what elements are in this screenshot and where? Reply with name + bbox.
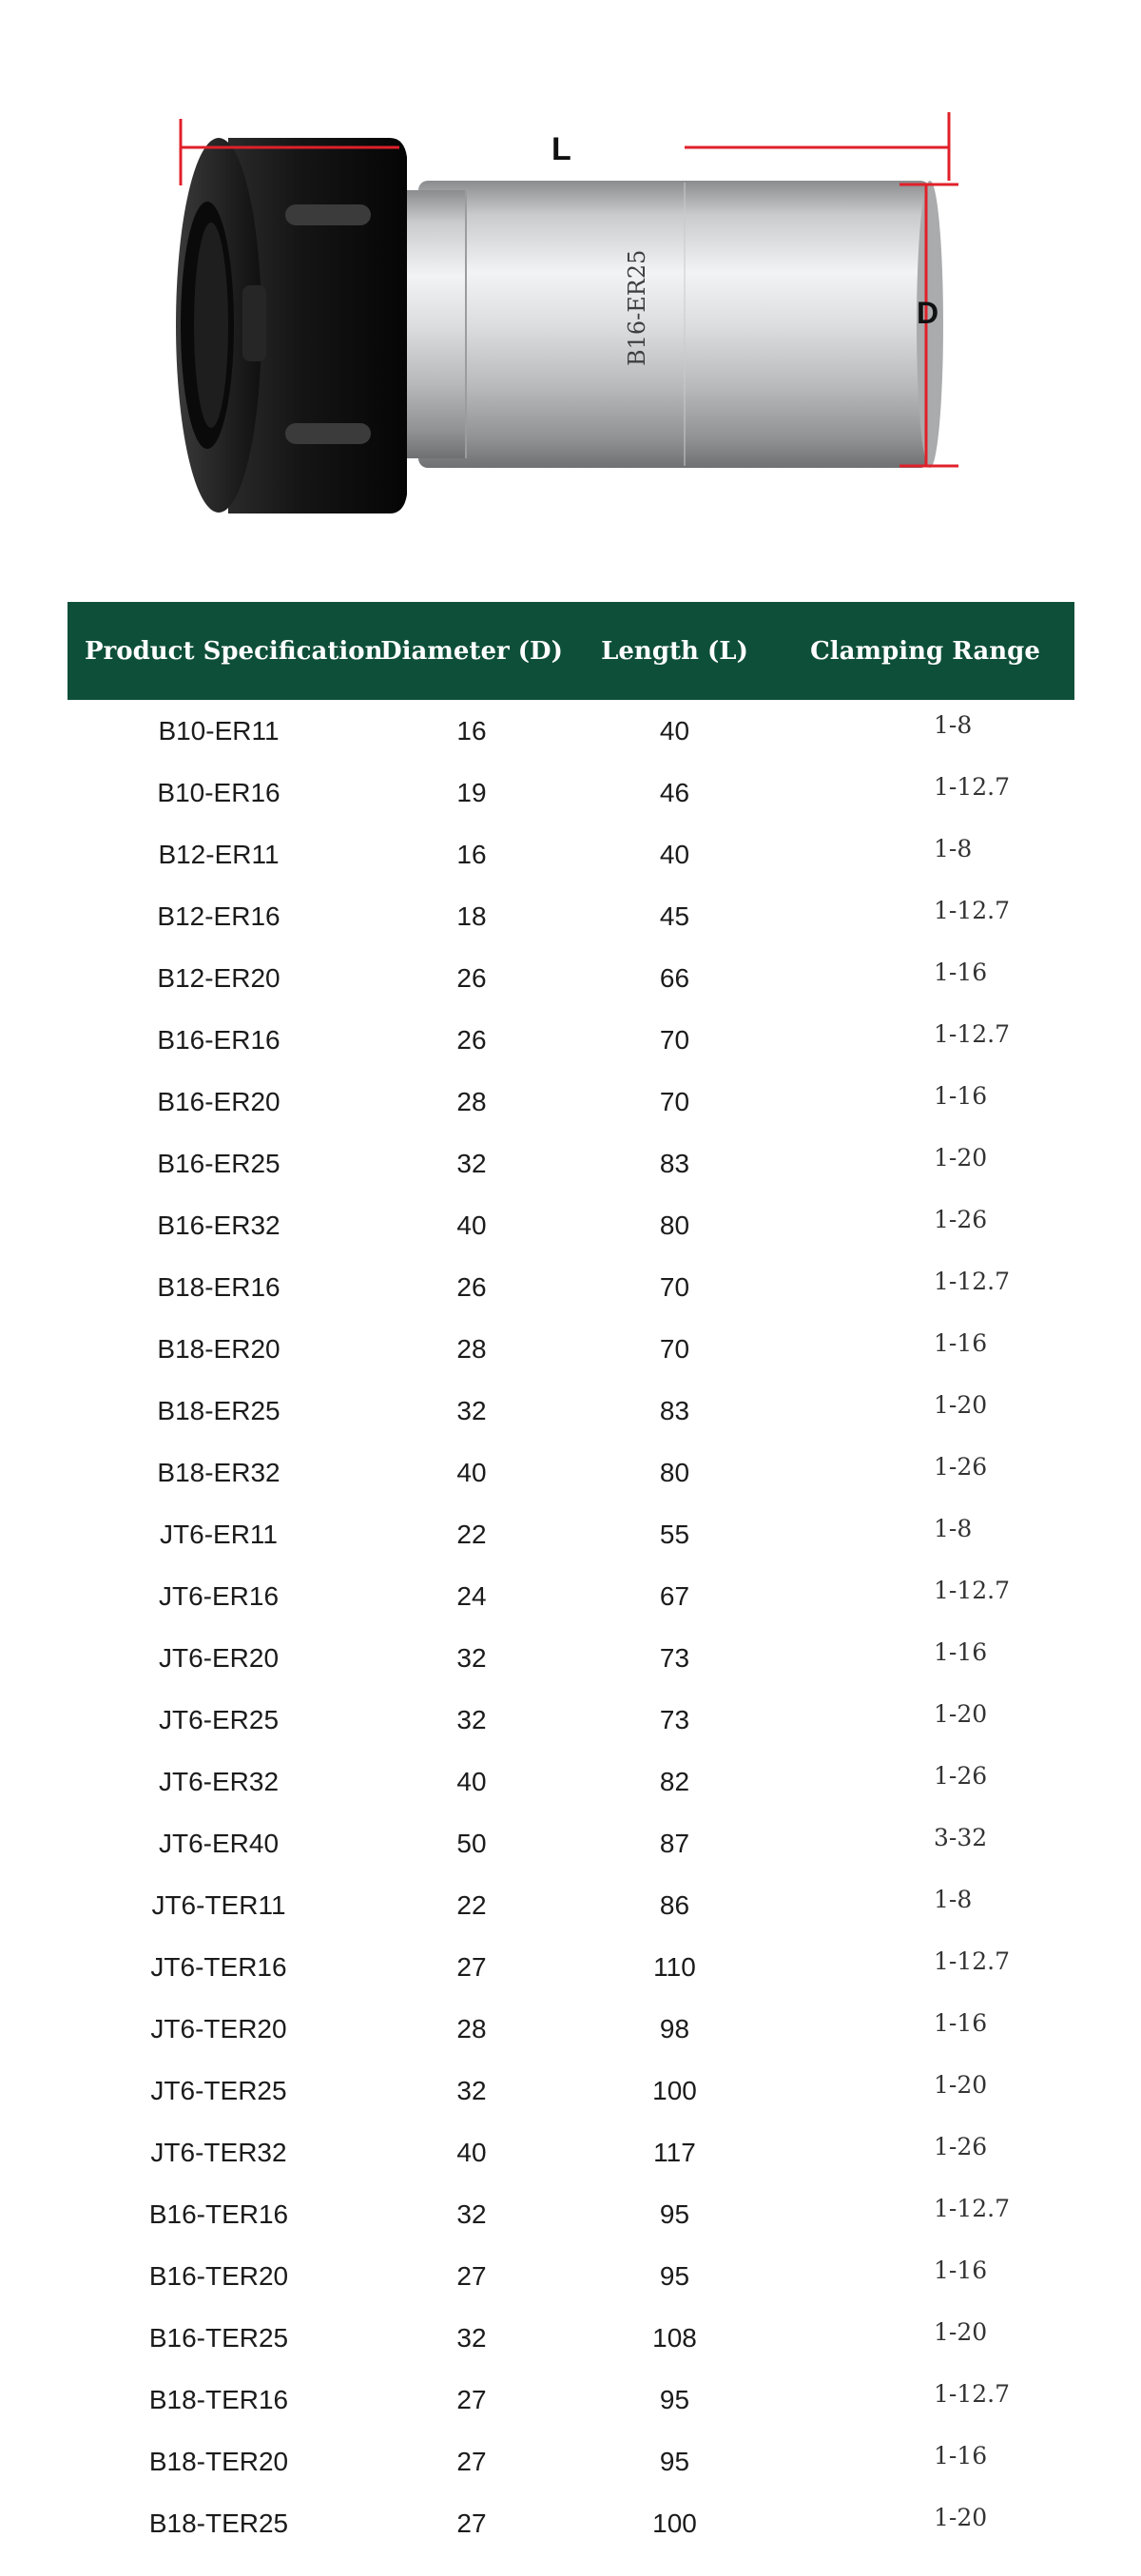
diameter-label: D	[917, 296, 939, 330]
table-row	[68, 885, 1074, 947]
cell-clamping-range: 1-16	[934, 2256, 988, 2284]
cell-length: 67	[659, 1580, 690, 1611]
cell-diameter: 27	[456, 2508, 487, 2538]
table-row	[68, 1936, 1074, 1998]
cell-length: 82	[659, 1766, 690, 1796]
cell-length: 70	[659, 1271, 690, 1302]
cell-clamping-range: 1-16	[934, 1638, 988, 1666]
cell-product-specification: JT6-ER16	[158, 1580, 280, 1611]
cell-product-specification: B18-TER20	[148, 2446, 289, 2476]
cell-product-specification: B18-ER32	[157, 1457, 280, 1487]
cell-diameter: 40	[456, 1766, 487, 1796]
table-body	[68, 700, 1074, 2554]
cell-length: 110	[653, 1951, 696, 1982]
cell-length: 80	[659, 1457, 690, 1487]
cell-length: 98	[659, 2013, 690, 2043]
cell-length: 100	[652, 2508, 697, 2538]
cell-diameter: 32	[456, 1148, 487, 1178]
table-row	[68, 823, 1074, 885]
cell-clamping-range: 1-8	[934, 1886, 973, 1913]
cell-product-specification: B18-TER16	[148, 2384, 289, 2414]
cell-length: 70	[659, 1024, 690, 1055]
shank	[399, 181, 943, 468]
cell-length: 95	[659, 2198, 690, 2229]
cell-length: 95	[659, 2384, 690, 2414]
cell-product-specification: JT6-ER32	[158, 1766, 280, 1796]
cell-clamping-range: 1-8	[934, 1515, 973, 1542]
cell-diameter: 16	[456, 715, 487, 746]
cell-length: 70	[659, 1333, 690, 1364]
cell-product-specification: B12-ER11	[158, 839, 280, 869]
cell-clamping-range: 1-8	[934, 835, 973, 862]
cell-product-specification: JT6-ER40	[158, 1828, 280, 1858]
cell-product-specification: JT6-ER11	[160, 1519, 278, 1549]
cell-product-specification: B16-TER16	[148, 2198, 289, 2229]
cell-diameter: 32	[456, 1704, 487, 1734]
cell-diameter: 32	[456, 1642, 487, 1673]
cell-diameter: 27	[456, 2260, 487, 2291]
table-row	[68, 2492, 1074, 2554]
cell-diameter: 28	[456, 1333, 487, 1364]
table-row	[68, 1256, 1074, 1318]
cell-diameter: 22	[456, 1889, 487, 1920]
cell-product-specification: B16-ER25	[157, 1148, 280, 1178]
cell-diameter: 26	[456, 962, 487, 993]
cell-product-specification: B18-ER16	[157, 1271, 280, 1302]
cell-diameter: 40	[456, 2137, 487, 2167]
cell-product-specification: B18-TER25	[148, 2508, 289, 2538]
cell-product-specification: JT6-TER11	[151, 1889, 286, 1920]
product-diagram	[0, 0, 1141, 571]
length-label: L	[551, 131, 571, 167]
cell-clamping-range: 1-12.7	[934, 2380, 1011, 2408]
cell-length: 117	[653, 2137, 696, 2167]
cell-clamping-range: 1-16	[934, 1329, 988, 1357]
header-length: Length (L)	[601, 636, 748, 666]
table-row	[68, 1442, 1074, 1503]
table-row	[68, 1565, 1074, 1627]
header-clamping-range: Clamping Range	[810, 636, 1040, 666]
cell-diameter: 50	[456, 1828, 487, 1858]
cell-length: 66	[659, 962, 690, 993]
cell-diameter: 32	[456, 2198, 487, 2229]
table-row	[68, 947, 1074, 1009]
cell-diameter: 32	[456, 2322, 487, 2353]
cell-product-specification: B16-TER25	[148, 2322, 289, 2353]
cell-diameter: 27	[456, 1951, 487, 1982]
cell-clamping-range: 1-16	[934, 2442, 988, 2469]
cell-length: 95	[659, 2260, 690, 2291]
cell-clamping-range: 1-20	[934, 1700, 988, 1728]
table-row	[68, 762, 1074, 823]
cell-length: 95	[659, 2446, 690, 2476]
cell-clamping-range: 1-16	[934, 959, 988, 986]
cell-product-specification: B16-ER32	[157, 1210, 280, 1240]
cell-length: 73	[659, 1642, 690, 1673]
table-row	[68, 1998, 1074, 2060]
table-row	[68, 2307, 1074, 2369]
cell-product-specification: B18-ER20	[157, 1333, 280, 1364]
cell-product-specification: JT6-TER32	[150, 2137, 287, 2167]
cell-product-specification: JT6-ER25	[158, 1704, 280, 1734]
cell-product-specification: JT6-TER25	[150, 2075, 287, 2105]
table-row	[68, 1689, 1074, 1751]
cell-product-specification: B12-ER20	[157, 962, 280, 993]
cell-length: 45	[659, 901, 690, 931]
collet-nut	[176, 138, 407, 513]
cell-product-specification: JT6-TER20	[150, 2013, 287, 2043]
cell-clamping-range: 3-32	[934, 1824, 988, 1851]
cell-length: 40	[659, 839, 690, 869]
cell-length: 83	[659, 1395, 690, 1425]
cell-length: 80	[659, 1210, 690, 1240]
cell-diameter: 24	[456, 1580, 487, 1611]
table-row	[68, 1751, 1074, 1812]
header-diameter: Diameter (D)	[380, 636, 563, 666]
cell-clamping-range: 1-8	[934, 711, 973, 739]
table-row	[68, 1071, 1074, 1133]
cell-diameter: 28	[456, 2013, 487, 2043]
shank-engraving: B16-ER25	[624, 249, 650, 366]
cell-length: 86	[659, 1889, 690, 1920]
cell-diameter: 40	[456, 1457, 487, 1487]
header-product-specification: Product Specification	[85, 636, 383, 666]
cell-clamping-range: 1-16	[934, 2009, 988, 2037]
cell-clamping-range: 1-26	[934, 2133, 988, 2160]
table-row	[68, 1194, 1074, 1256]
cell-length: 55	[659, 1519, 690, 1549]
table-row	[68, 1009, 1074, 1071]
cell-clamping-range: 1-12.7	[934, 1268, 1011, 1295]
cell-diameter: 32	[456, 2075, 487, 2105]
cell-clamping-range: 1-16	[934, 1082, 988, 1110]
table-row	[68, 1812, 1074, 1874]
cell-diameter: 28	[456, 1086, 487, 1116]
cell-diameter: 27	[456, 2384, 487, 2414]
cell-length: 46	[659, 777, 690, 807]
table-row	[68, 1627, 1074, 1689]
table-row	[68, 2431, 1074, 2492]
cell-clamping-range: 1-20	[934, 1144, 988, 1172]
cell-clamping-range: 1-26	[934, 1206, 988, 1233]
table-row	[68, 2121, 1074, 2183]
cell-length: 70	[659, 1086, 690, 1116]
cell-clamping-range: 1-12.7	[934, 897, 1011, 924]
table-row	[68, 2183, 1074, 2245]
cell-diameter: 19	[456, 777, 487, 807]
table-row	[68, 1503, 1074, 1565]
cell-product-specification: B12-ER16	[157, 901, 280, 931]
cell-clamping-range: 1-20	[934, 2504, 988, 2531]
cell-product-specification: B10-ER16	[157, 777, 280, 807]
table-row	[68, 2369, 1074, 2431]
spec-table	[68, 602, 1074, 2554]
cell-clamping-range: 1-20	[934, 2318, 988, 2346]
cell-diameter: 26	[456, 1271, 487, 1302]
cell-length: 83	[659, 1148, 690, 1178]
cell-product-specification: JT6-TER16	[150, 1951, 287, 1982]
cell-product-specification: JT6-ER20	[158, 1642, 280, 1673]
cell-clamping-range: 1-12.7	[934, 1577, 1011, 1604]
cell-diameter: 40	[456, 1210, 487, 1240]
cell-product-specification: B10-ER11	[158, 715, 280, 746]
table-row	[68, 1380, 1074, 1442]
cell-product-specification: B16-ER16	[157, 1024, 280, 1055]
cell-length: 108	[652, 2322, 697, 2353]
cell-clamping-range: 1-20	[934, 2071, 988, 2099]
cell-length: 87	[659, 1828, 690, 1858]
table-row	[68, 2060, 1074, 2121]
cell-diameter: 18	[456, 901, 487, 931]
table-row	[68, 700, 1074, 762]
table-row	[68, 1874, 1074, 1936]
cell-length: 100	[652, 2075, 697, 2105]
cell-length: 40	[659, 715, 690, 746]
table-row	[68, 2245, 1074, 2307]
cell-diameter: 32	[456, 1395, 487, 1425]
cell-diameter: 22	[456, 1519, 487, 1549]
table-row	[68, 1133, 1074, 1194]
cell-product-specification: B18-ER25	[157, 1395, 280, 1425]
cell-diameter: 16	[456, 839, 487, 869]
cell-clamping-range: 1-26	[934, 1762, 988, 1790]
cell-clamping-range: 1-26	[934, 1453, 988, 1481]
table-row	[68, 1318, 1074, 1380]
table-header	[68, 602, 1074, 700]
cell-clamping-range: 1-20	[934, 1391, 988, 1419]
cell-diameter: 26	[456, 1024, 487, 1055]
cell-product-specification: B16-TER20	[148, 2260, 289, 2291]
cell-product-specification: B16-ER20	[157, 1086, 280, 1116]
cell-clamping-range: 1-12.7	[934, 2195, 1011, 2222]
cell-clamping-range: 1-12.7	[934, 1947, 1011, 1975]
cell-diameter: 27	[456, 2446, 487, 2476]
cell-length: 73	[659, 1704, 690, 1734]
cell-clamping-range: 1-12.7	[934, 773, 1011, 801]
cell-clamping-range: 1-12.7	[934, 1020, 1011, 1048]
